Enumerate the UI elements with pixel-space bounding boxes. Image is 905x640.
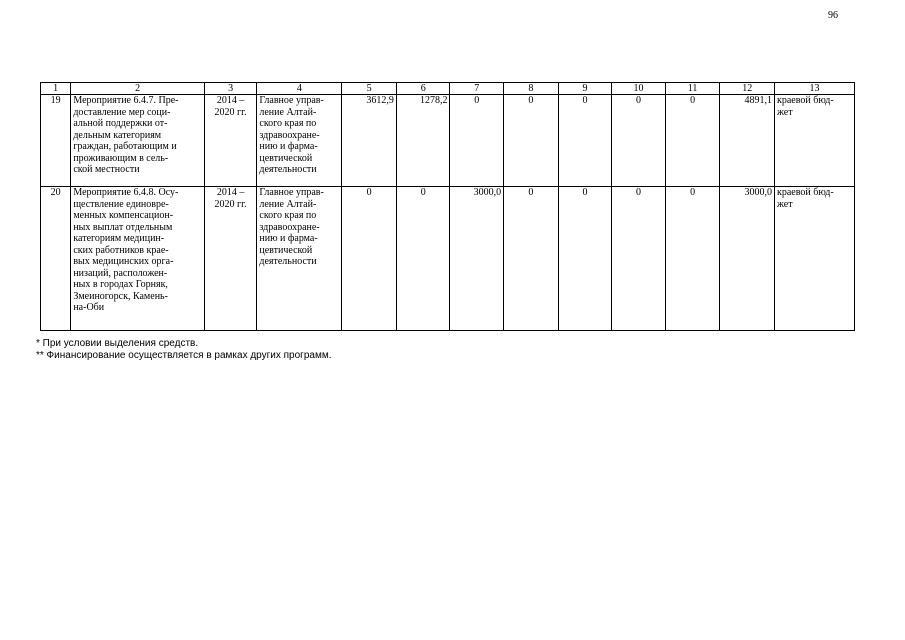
value-cell: 3612,9: [342, 95, 397, 187]
column-header: 5: [342, 83, 397, 95]
period-line: 2014 –: [216, 95, 245, 106]
row-number: 20: [41, 187, 71, 331]
value-cell: 0: [342, 187, 397, 331]
column-header: 8: [504, 83, 559, 95]
event-line: Мероприятие 6.4.7. Пре-: [73, 95, 179, 106]
event-line: доставление мер соци-: [73, 106, 171, 118]
value-cell: 0: [558, 187, 612, 331]
source-line: жет: [777, 198, 793, 210]
footnotes: [36, 338, 331, 362]
value-cell: 0: [504, 95, 559, 187]
period-line: 2020 гг.: [214, 198, 247, 210]
column-header: 9: [558, 83, 612, 95]
executor-line: нию и фарма-: [259, 233, 318, 244]
executor-line: нию и фарма-: [259, 141, 318, 152]
period-line: 2014 –: [216, 187, 245, 198]
event-line: низаций, расположен-: [73, 267, 168, 279]
executor-line: здравоохране-: [259, 221, 320, 233]
column-header: 11: [665, 83, 720, 95]
event-name: [71, 187, 204, 331]
column-header: 1: [41, 83, 71, 95]
event-line: альной поддержки от-: [73, 118, 168, 129]
event-line: Змеиногорск, Камень-: [73, 290, 168, 302]
value-cell: 0: [504, 187, 559, 331]
column-header: 4: [257, 83, 342, 95]
event-line: менных компенсацион-: [73, 210, 174, 221]
value-cell: 0: [450, 95, 504, 187]
executor-line: ление Алтай-: [259, 198, 317, 210]
program-table: [40, 82, 855, 331]
footnote: ** Финансирование осуществляется в рамках других программ.: [36, 350, 332, 361]
table-row: [41, 95, 855, 187]
value-cell: 4891,1: [720, 95, 775, 187]
value-cell: 0: [665, 95, 720, 187]
executor-line: деятельности: [259, 256, 317, 267]
event-line: граждан, работающим и: [73, 141, 177, 152]
source-line: краевой бюд-: [777, 187, 834, 198]
event-line: на-Оби: [73, 302, 105, 313]
event-line: вых медицинских орга-: [73, 256, 174, 267]
event-line: категориям медицин-: [73, 233, 165, 244]
table-row: [41, 187, 855, 331]
value-cell: 0: [558, 95, 612, 187]
event-line: проживающим в сель-: [73, 152, 169, 164]
event-line: ных в городах Горняк,: [73, 279, 168, 290]
column-header: 6: [396, 83, 450, 95]
executor-line: ление Алтай-: [259, 106, 317, 118]
value-cell: 0: [665, 187, 720, 331]
executor-line: ского края по: [259, 118, 317, 129]
column-header: 10: [612, 83, 666, 95]
footnote: * При условии выделения средств.: [36, 338, 199, 349]
event-line: ных выплат отдельным: [73, 221, 173, 233]
column-header: 2: [71, 83, 204, 95]
page-number: 96: [828, 10, 838, 21]
event-line: ских работников крае-: [73, 244, 169, 256]
executor-line: Главное управ-: [259, 95, 324, 106]
executor-line: цевтической: [259, 152, 313, 164]
table-header-row: [41, 83, 855, 95]
event-line: Мероприятие 6.4.8. Осу-: [73, 187, 179, 198]
value-cell: 3000,0: [720, 187, 775, 331]
executor: [257, 187, 342, 331]
value-cell: 1278,2: [396, 95, 450, 187]
value-cell: 0: [612, 187, 666, 331]
executor-line: здравоохране-: [259, 129, 320, 141]
column-header: 7: [450, 83, 504, 95]
executor-line: ского края по: [259, 210, 317, 221]
funding-source: [775, 187, 855, 331]
event-line: ществление единовре-: [73, 198, 169, 210]
column-header: 3: [204, 83, 257, 95]
row-number: 19: [41, 95, 71, 187]
value-cell: 3000,0: [450, 187, 504, 331]
column-header: 12: [720, 83, 775, 95]
executor: [257, 95, 342, 187]
period: [204, 187, 257, 331]
event-line: ской местности: [73, 164, 140, 175]
event-line: дельным категориям: [73, 129, 162, 141]
source-line: жет: [777, 106, 793, 118]
event-name: [71, 95, 204, 187]
executor-line: Главное управ-: [259, 187, 324, 198]
column-header: 13: [775, 83, 855, 95]
funding-source: [775, 95, 855, 187]
value-cell: 0: [612, 95, 666, 187]
period-line: 2020 гг.: [214, 106, 247, 118]
executor-line: деятельности: [259, 164, 317, 175]
period: [204, 95, 257, 187]
source-line: краевой бюд-: [777, 95, 834, 106]
value-cell: 0: [396, 187, 450, 331]
executor-line: цевтической: [259, 244, 313, 256]
